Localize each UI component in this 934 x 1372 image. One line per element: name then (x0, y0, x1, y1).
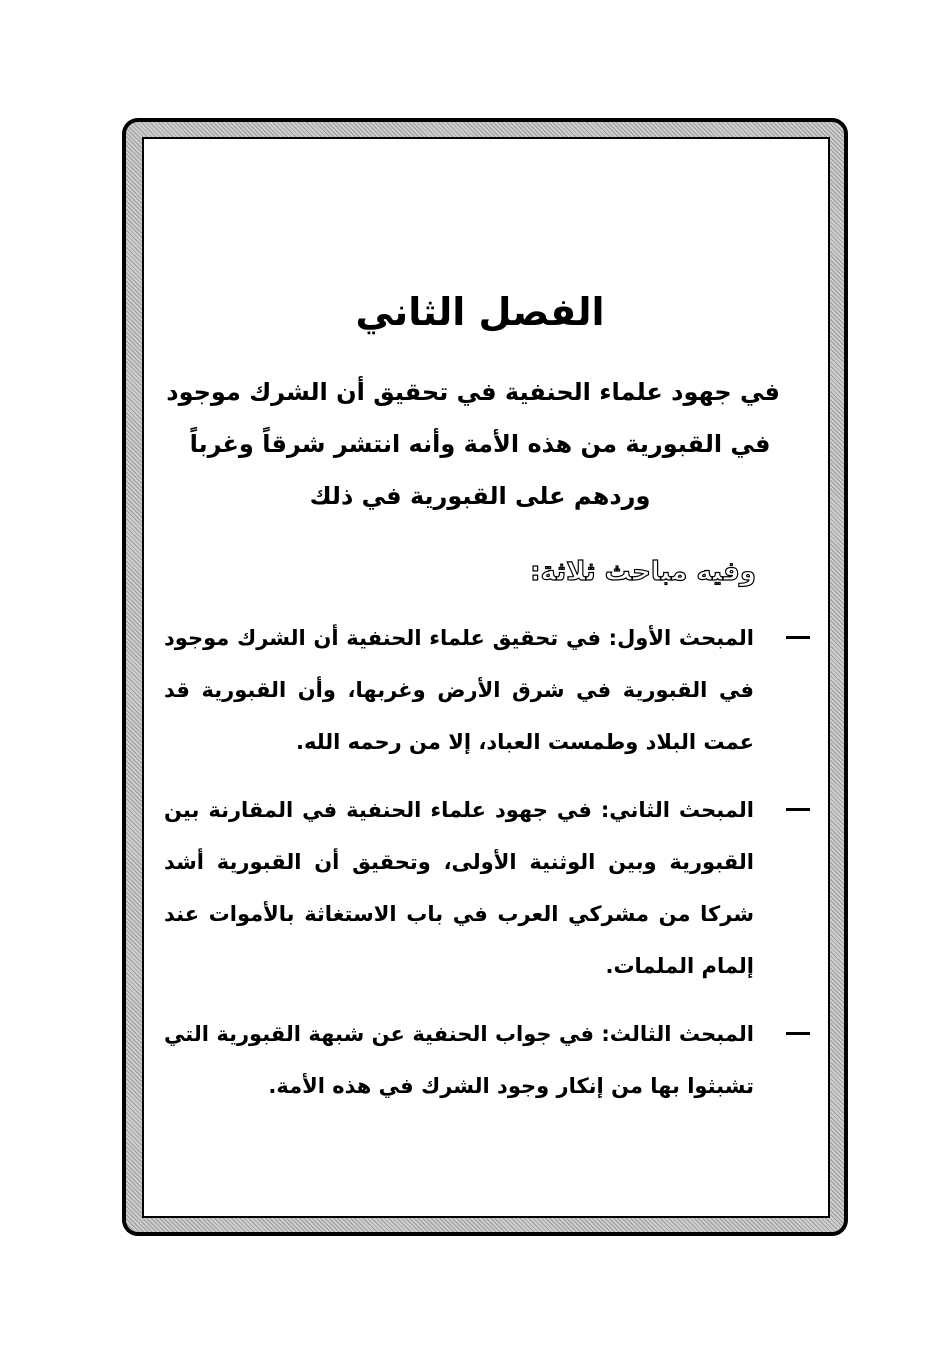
subtitle-line: في جهود علماء الحنفية في تحقيق أن الشرك موجود (166, 378, 780, 406)
section-text: المبحث الثالث: في جواب الحنفية عن شبهة القبورية التي تشبثوا بها من إنكار وجود الشرك في هذه الأمة. (164, 1022, 754, 1098)
section-item (164, 612, 810, 768)
chapter-title: الفصل الثاني (355, 290, 605, 334)
section-text: المبحث الثاني: في جهود علماء الحنفية في المقارنة بين القبورية وبين الوثنية الأولى، وتحقيق أن القبورية أشد شركا من مشركي العرب في باب الاستغاثة بالأموات عند إلمام الملمات. (164, 798, 754, 978)
section-item (164, 1008, 810, 1112)
section-item (164, 784, 810, 992)
subtitle-line: في القبورية من هذه الأمة وأنه انتشر شرقاً وغرباً (189, 430, 771, 458)
sections-list (164, 612, 810, 1128)
dash-bullet (786, 1032, 810, 1035)
dash-bullet (786, 808, 810, 811)
chapter-subtitle (166, 366, 780, 522)
dash-bullet (786, 636, 810, 639)
subtitle-line: وردهم على القبورية في ذلك (309, 482, 651, 510)
section-text: المبحث الأول: في تحقيق علماء الحنفية أن الشرك موجود في القبورية في شرق الأرض وغربها، وأن القبورية قد عمت البلاد وطمست العباد، إلا من رحمه الله. (164, 626, 754, 754)
sections-intro: وفيه مباحث ثلاثة: (530, 557, 756, 587)
